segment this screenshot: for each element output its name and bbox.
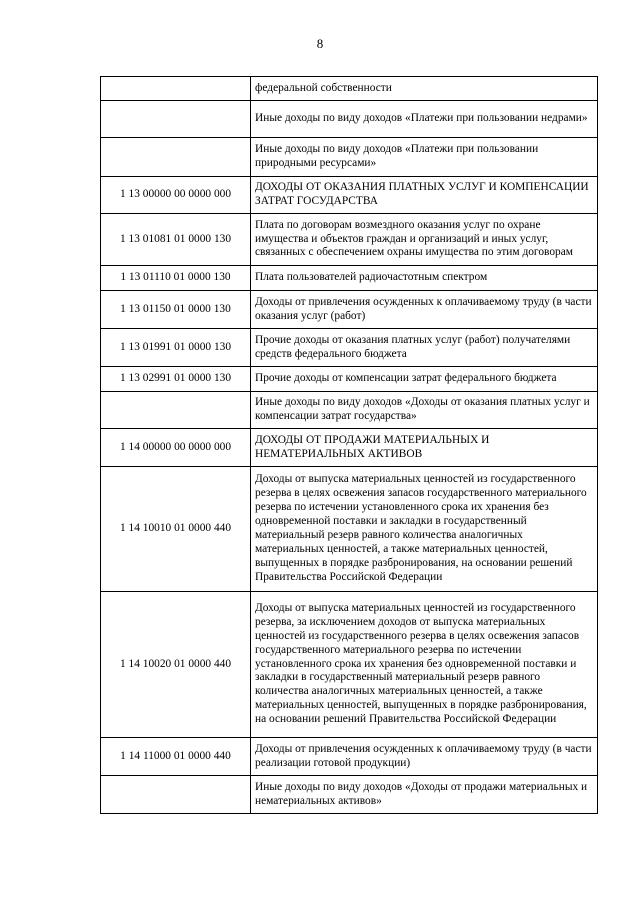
code-cell: 1 13 01081 01 0000 130 xyxy=(101,214,251,266)
description-cell: Доходы от выпуска материальных ценностей из государственного резерва в целях освежения запасов государственного материального резерва по истечении установленного срока их хранения без одновременной поставки и закладки в государственный материальный резерв равного количества аналогичных материальных ценностей, а также материальных ценностей, выпущенных в порядке разбронирования, на основании решений Правительства Российской Федерации xyxy=(251,467,598,592)
description-cell: Прочие доходы от оказания платных услуг (работ) получателями средств федерального бюджета xyxy=(251,329,598,367)
table-row xyxy=(101,138,598,177)
code-cell: 1 14 10010 01 0000 440 xyxy=(101,467,251,592)
description-cell: Доходы от привлечения осужденных к оплачиваемому труду (в части реализации готовой продукции) xyxy=(251,738,598,776)
table-row xyxy=(101,367,598,392)
code-cell: 1 13 00000 00 0000 000 xyxy=(101,177,251,214)
table-row xyxy=(101,776,598,814)
code-cell xyxy=(101,776,251,814)
table-row xyxy=(101,101,598,138)
table-row xyxy=(101,214,598,266)
table-row xyxy=(101,329,598,367)
table-row xyxy=(101,77,598,101)
code-cell: 1 13 01991 01 0000 130 xyxy=(101,329,251,367)
table-row xyxy=(101,467,598,592)
code-cell xyxy=(101,138,251,177)
description-cell: федеральной собственности xyxy=(251,77,598,101)
table-row xyxy=(101,592,598,738)
description-cell: Плата пользователей радиочастотным спектром xyxy=(251,266,598,291)
table-row xyxy=(101,291,598,329)
table-row xyxy=(101,429,598,467)
code-cell: 1 13 01110 01 0000 130 xyxy=(101,266,251,291)
table-row xyxy=(101,266,598,291)
code-cell: 1 14 11000 01 0000 440 xyxy=(101,738,251,776)
code-cell xyxy=(101,392,251,429)
table-row xyxy=(101,738,598,776)
code-cell: 1 14 00000 00 0000 000 xyxy=(101,429,251,467)
description-cell: Доходы от выпуска материальных ценностей из государственного резерва, за исключением доходов от выпуска материальных ценностей из государственного резерва в целях освежения запасов государственного материального резерва по истечении установленного срока их хранения без одновременной поставки и закладки в государственный материальный резерв равного количества аналогичных материальных ценностей, а также материальных ценностей, выпущенных в порядке разбронирования, на основании решений Правительства Российской Федерации xyxy=(251,592,598,738)
revenue-codes-table xyxy=(100,76,598,814)
description-cell: Доходы от привлечения осужденных к оплачиваемому труду (в части оказания услуг (работ) xyxy=(251,291,598,329)
description-cell: Иные доходы по виду доходов «Доходы от оказания платных услуг и компенсации затрат государства» xyxy=(251,392,598,429)
page-number: 8 xyxy=(316,36,324,51)
description-cell: Иные доходы по виду доходов «Доходы от продажи материальных и нематериальных активов» xyxy=(251,776,598,814)
code-cell: 1 14 10020 01 0000 440 xyxy=(101,592,251,738)
code-cell: 1 13 01150 01 0000 130 xyxy=(101,291,251,329)
description-cell: Иные доходы по виду доходов «Платежи при пользовании недрами» xyxy=(251,101,598,138)
section-heading-cell: ДОХОДЫ ОТ ПРОДАЖИ МАТЕРИАЛЬНЫХ И НЕМАТЕРИАЛЬНЫХ АКТИВОВ xyxy=(251,429,598,467)
table-row xyxy=(101,392,598,429)
section-heading-cell: ДОХОДЫ ОТ ОКАЗАНИЯ ПЛАТНЫХ УСЛУГ И КОМПЕНСАЦИИ ЗАТРАТ ГОСУДАРСТВА xyxy=(251,177,598,214)
description-cell: Прочие доходы от компенсации затрат федерального бюджета xyxy=(251,367,598,392)
code-cell xyxy=(101,77,251,101)
description-cell: Иные доходы по виду доходов «Платежи при пользовании природными ресурсами» xyxy=(251,138,598,177)
code-cell: 1 13 02991 01 0000 130 xyxy=(101,367,251,392)
table-row xyxy=(101,177,598,214)
description-cell: Плата по договорам возмездного оказания услуг по охране имущества и объектов граждан и организаций и иных услуг, связанных с обеспечением охраны имущества по этим договорам xyxy=(251,214,598,266)
code-cell xyxy=(101,101,251,138)
